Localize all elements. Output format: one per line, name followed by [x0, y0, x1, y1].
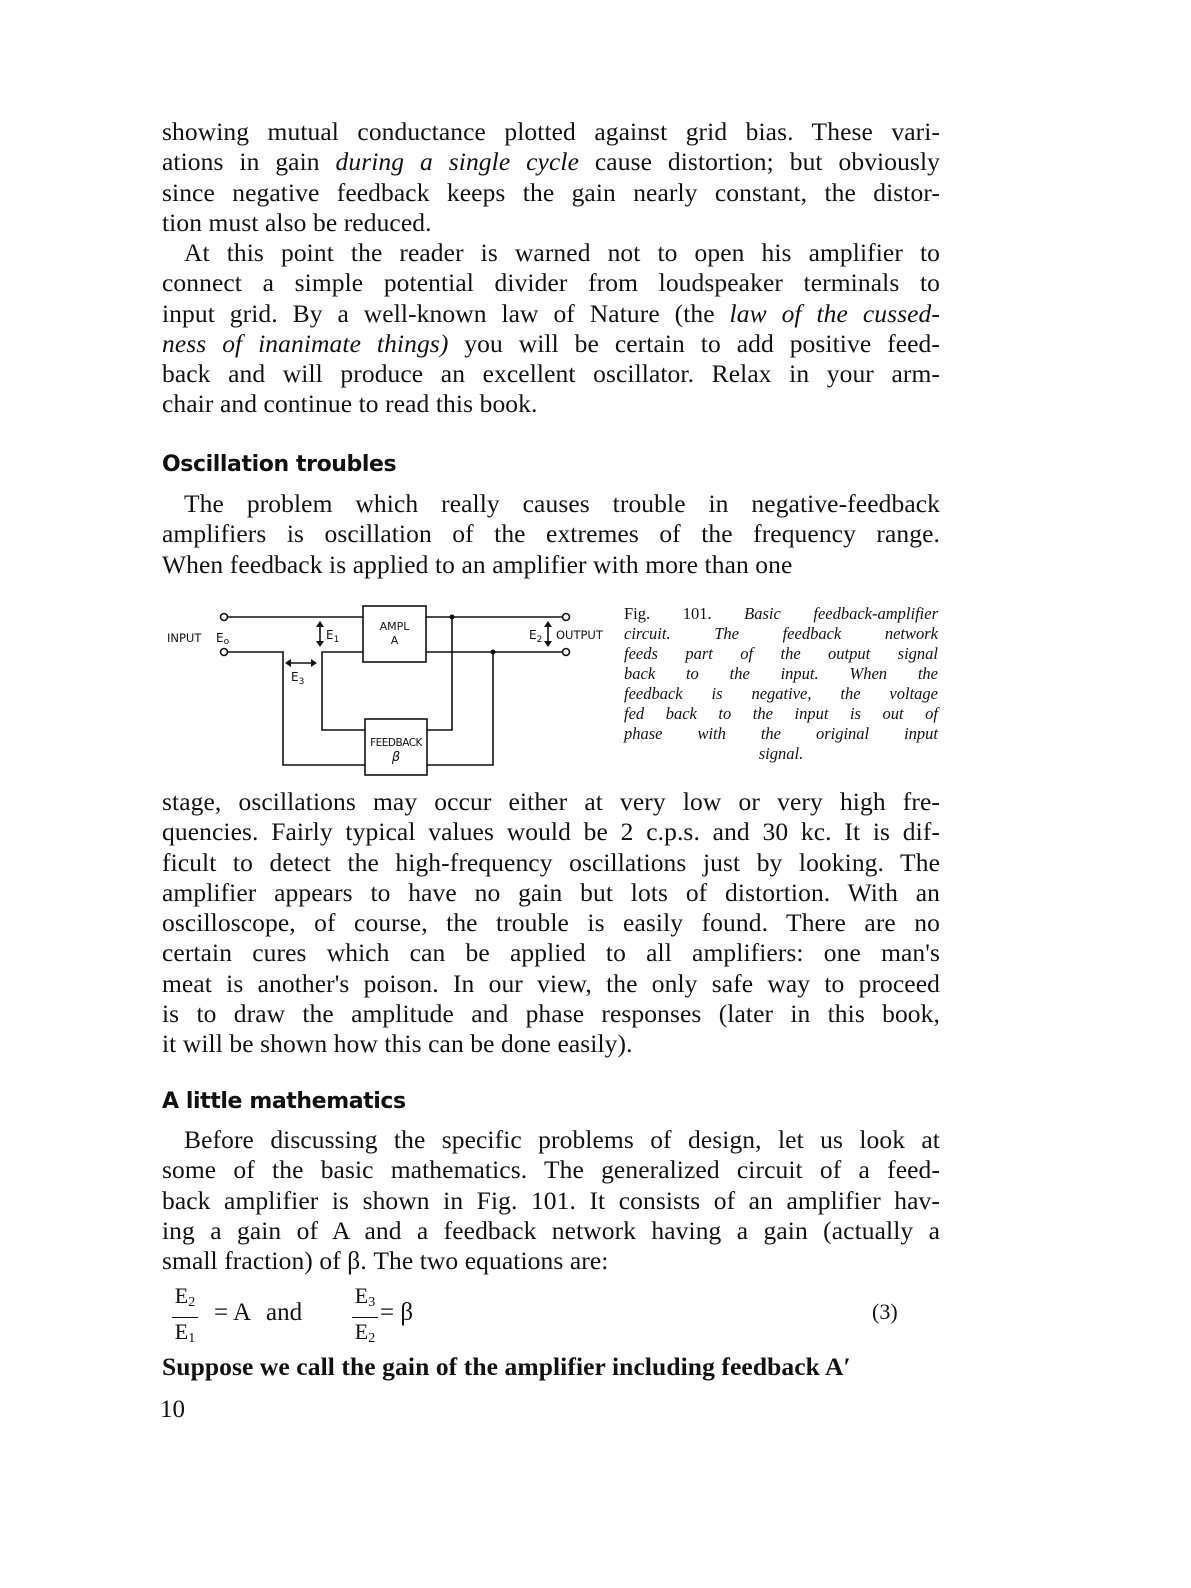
equation-and: and	[266, 1299, 303, 1326]
text-line: oscilloscope, of course, the trouble is easily found. There are no	[162, 908, 940, 938]
e3-arrowhead-right	[311, 659, 317, 667]
caption-line: phase with the original input	[624, 724, 938, 743]
e3-arrowhead-left	[285, 659, 291, 667]
caption-line: signal.	[758, 744, 804, 763]
equation-number: (3)	[872, 1299, 898, 1324]
text-line: The problem which really causes trouble in negative-feedback	[184, 489, 940, 518]
equation-3	[172, 1284, 912, 1346]
e1-arrowhead-down	[316, 641, 324, 647]
label-e0: Eo	[216, 631, 230, 647]
wire-output-to-feedback-bottom	[427, 652, 493, 765]
caption-line: feeds part of the output signal	[624, 644, 938, 663]
text-line: meat is another's poison. In our view, the only safe way to proceed	[162, 968, 940, 998]
text-line: At this point the reader is warned not to open his amplifier to	[184, 238, 940, 267]
text-line: ing a gain of A and a feedback network having a gain (actually a	[162, 1215, 940, 1245]
label-ampl-a: A	[390, 634, 399, 647]
junction-dot-top	[450, 615, 455, 620]
emphasis: law of the cussed-	[729, 298, 940, 328]
e2-arrowhead-down	[544, 641, 552, 647]
paragraph-oscillation-details	[162, 787, 940, 1060]
figure-101-caption	[624, 604, 938, 764]
text-line: ness of inanimate things) you will be certain to add positive feed-	[162, 328, 940, 358]
text-line: certain cures which can be applied to all amplifiers: one man's	[162, 938, 940, 968]
paragraph-gain-including-feedback	[162, 1352, 940, 1382]
text-line: showing mutual conductance plotted against grid bias. These vari-	[162, 117, 940, 146]
text-line: ficult to detect the high-frequency oscillations just by looking. The	[162, 847, 940, 877]
text-line: amplifiers is oscillation of the extremes of the frequency range.	[162, 519, 940, 549]
text-line: since negative feedback keeps the gain nearly constant, the distor-	[162, 177, 940, 207]
wire-feedback-return	[322, 652, 365, 730]
text-line: When feedback is applied to an amplifier with more than one	[162, 549, 793, 579]
label-feedback: FEEDBACK	[370, 737, 422, 749]
text-line: back amplifier is shown in Fig. 101. It consists of an amplifier hav-	[162, 1185, 940, 1215]
text-line: amplifier appears to have no gain but lots of distortion. With an	[162, 877, 940, 907]
paragraph-oscillation-intro	[162, 489, 940, 580]
equals-a: = A	[214, 1299, 252, 1326]
input-terminal-top	[221, 614, 228, 621]
caption-line: circuit. The feedback network	[624, 624, 938, 643]
paragraph-mathematics-intro	[162, 1125, 940, 1276]
emphasis: ness of inanimate things)	[162, 328, 449, 358]
caption-line: fed back to the input is out of	[624, 704, 938, 723]
text-line: it will be shown how this can be done easily).	[162, 1029, 633, 1059]
text-line: is to draw the amplitude and phase responses (later in this book,	[162, 999, 940, 1029]
output-terminal-top	[563, 614, 570, 621]
heading-oscillation-troubles: Oscillation troubles	[162, 452, 397, 477]
figure-label: Fig. 101.	[624, 604, 745, 623]
text-line: stage, oscillations may occur either at very low or very high fre-	[162, 787, 940, 816]
label-input: INPUT	[167, 631, 202, 645]
text-line: input grid. By a well-known law of Nature (the law of the cussed-	[162, 298, 940, 328]
caption-line: back to the input. When the	[624, 664, 938, 683]
text-line: Before discussing the specific problems of design, let us look at	[184, 1125, 940, 1154]
label-output: OUTPUT	[556, 628, 603, 642]
label-feedback-beta: β	[391, 750, 401, 765]
heading-a-little-mathematics: A little mathematics	[162, 1089, 406, 1114]
text-line: small fraction) of β. The two equations are:	[162, 1246, 609, 1276]
emphasis: during a single cycle	[335, 147, 579, 177]
label-e1: $E_1$	[326, 628, 340, 645]
caption-line: feedback is negative, the voltage	[624, 684, 938, 703]
input-terminal-bottom	[221, 649, 228, 656]
figure-101-circuit-diagram	[160, 592, 620, 782]
text-line: back and will produce an excellent oscillator. Relax in your arm-	[162, 359, 940, 389]
e1-arrowhead-up	[316, 621, 324, 627]
text-line: tion must also be reduced.	[162, 207, 432, 237]
e2-arrowhead-up	[544, 621, 552, 627]
caption-line: Fig. 101. Basic feedback-amplifier	[624, 604, 939, 623]
fraction-e3-over-e2: $E_3$ $E_2$	[352, 1284, 378, 1351]
text-line: connect a simple potential divider from loudspeaker terminals to	[162, 268, 940, 298]
text-line: some of the basic mathematics. The generalized circuit of a feed-	[162, 1155, 940, 1185]
wire-output-to-feedback-top	[427, 617, 452, 730]
paragraph-gain-variations	[162, 117, 940, 238]
text-line: chair and continue to read this book.	[162, 389, 538, 419]
label-e2: $E_2$	[529, 628, 543, 645]
text-line: ations in gain during a single cycle cause distortion; but obviously	[162, 147, 940, 177]
text-line: quencies. Fairly typical values would be 2 c.p.s. and 30 kc. It is dif-	[162, 817, 940, 847]
label-e3: $E_3$	[291, 670, 305, 687]
fraction-e2-over-e1: $E_2$ $E_1$	[172, 1284, 198, 1351]
paragraph-warning	[162, 238, 940, 420]
page-number: 10	[160, 1396, 185, 1423]
label-ampl: AMPL	[379, 620, 410, 633]
equals-beta: = β	[380, 1299, 414, 1326]
output-terminal-bottom	[563, 649, 570, 656]
wire-input-bottom	[224, 652, 365, 765]
junction-dot-bottom	[491, 650, 496, 655]
text-line: Suppose we call the gain of the amplifier including feedback A′	[162, 1352, 851, 1381]
